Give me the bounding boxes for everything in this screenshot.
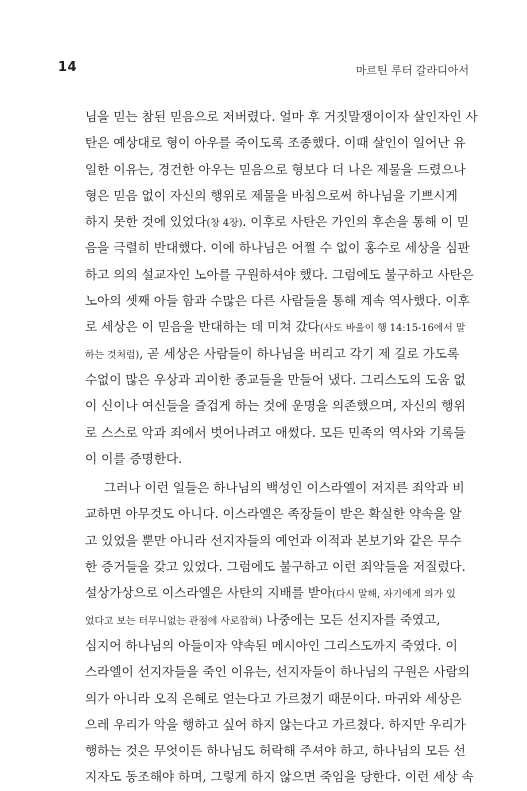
text-line: 고 있었을 뿐만 아니라 선지자들의 예언과 이적과 본보기와 같은 무수 [85, 532, 462, 548]
text-line: 로 스스로 악과 죄에서 벗어나려고 애썼다. 모든 민족의 역사와 기록들 [85, 424, 466, 440]
text-line: 으레 우리가 악을 행하고 싶어 하지 않는다고 가르쳤다. 하지만 우리가 [85, 716, 466, 732]
text-line: 이 이를 증명한다. [85, 450, 183, 466]
parenthetical-note: (다시 말해, 자기에게 의가 있 [332, 589, 456, 601]
text-line: 의가 아니라 오직 은혜로 얻는다고 가르쳤기 때문이다. 마귀와 세상은 [85, 690, 462, 706]
text-line: 심지어 하나님의 아들이자 약속된 메시아인 그리스도까지 죽였다. 이 [85, 637, 458, 653]
text-line: 하지 못한 것에 있었다(창 4장). 이후로 사탄은 가인의 후손을 통해 이 믿 [85, 214, 470, 230]
parenthetical-note: 하는 것처럼) [85, 349, 140, 361]
parenthetical-note: (사도 바울이 행 14:15-16에서 말 [319, 323, 466, 335]
parenthetical-note: 었다고 보는 터무니없는 관점에 사로잡혀) [85, 615, 263, 627]
text-line: 하는 것처럼), 곧 세상은 사람들이 하나님을 버리고 각기 제 길로 가도록 [85, 345, 460, 361]
text-line: 님을 믿는 참된 믿음으로 저버렸다. 얼마 후 거짓말쟁이이자 살인자인 사 [85, 109, 478, 124]
page-number: 14 [58, 60, 78, 75]
running-title: 마르틴 루터 갈라디아서 [355, 64, 469, 77]
body-text [85, 104, 478, 791]
text-line: 일한 이유는, 경건한 아우는 믿음으로 형보다 더 나은 제물을 드렸으나 [85, 161, 466, 177]
text-line: 스라엘이 선지자들을 죽인 이유는, 선지자들이 하나님의 구원은 사람의 [85, 664, 470, 680]
text-line: 었다고 보는 터무니없는 관점에 사로잡혀) 나중에는 모든 선지자를 죽였고, [85, 611, 441, 627]
text-line: 로 세상은 이 믿음을 반대하는 데 미쳐 갔다(사도 바울이 행 14:15-16에서 말 [85, 319, 466, 335]
text-line: 탄은 예상대로 형이 아우를 죽이도록 조종했다. 이때 살인이 일어난 유 [85, 135, 466, 151]
scripture-reference: (창 4장) [206, 218, 243, 230]
text-line: 수없이 많은 우상과 괴이한 종교들을 만들어 냈다. 그리스도의 도움 없 [85, 371, 466, 387]
text-line: 지자도 동조해야 하며, 그렇게 하지 않으면 죽임을 당한다. 이런 세상 속 [85, 769, 474, 785]
text-line: 그러나 이런 일들은 하나님의 백성인 이스라엘이 저지른 죄악과 비 [104, 480, 465, 496]
text-line: 하고 의의 설교자인 노아를 구원하셔야 했다. 그럼에도 불구하고 사탄은 [85, 266, 474, 282]
text-line: 형은 믿음 없이 자신의 행위로 제물을 바침으로써 하나님을 기쁘시게 [85, 187, 458, 203]
text-line: 노아의 셋째 아들 함과 수많은 다른 사람들을 통해 계속 역사했다. 이후 [85, 293, 470, 309]
page-header [0, 0, 527, 100]
text-line: 이 신이나 여신들을 즐겁게 하는 것에 운명을 의존했으며, 자신의 행위 [85, 398, 466, 414]
text-line: 설상가상으로 이스라엘은 사탄의 지배를 받아(다시 말해, 자기에게 의가 있 [85, 585, 456, 601]
text-line: 한 증거들을 갖고 있었다. 그럼에도 불구하고 이런 죄악들을 저질렀다. [85, 559, 466, 575]
text-line: 음을 극렬히 반대했다. 이에 하나님은 어쩔 수 없이 홍수로 세상을 심판 [85, 240, 470, 256]
text-line: 교하면 아무것도 아니다. 이스라엘은 족장들이 받은 확실한 약속을 알 [85, 506, 462, 522]
text-line: 행하는 것은 무엇이든 하나님도 허락해 주셔야 하고, 하나님의 모든 선 [85, 743, 466, 759]
